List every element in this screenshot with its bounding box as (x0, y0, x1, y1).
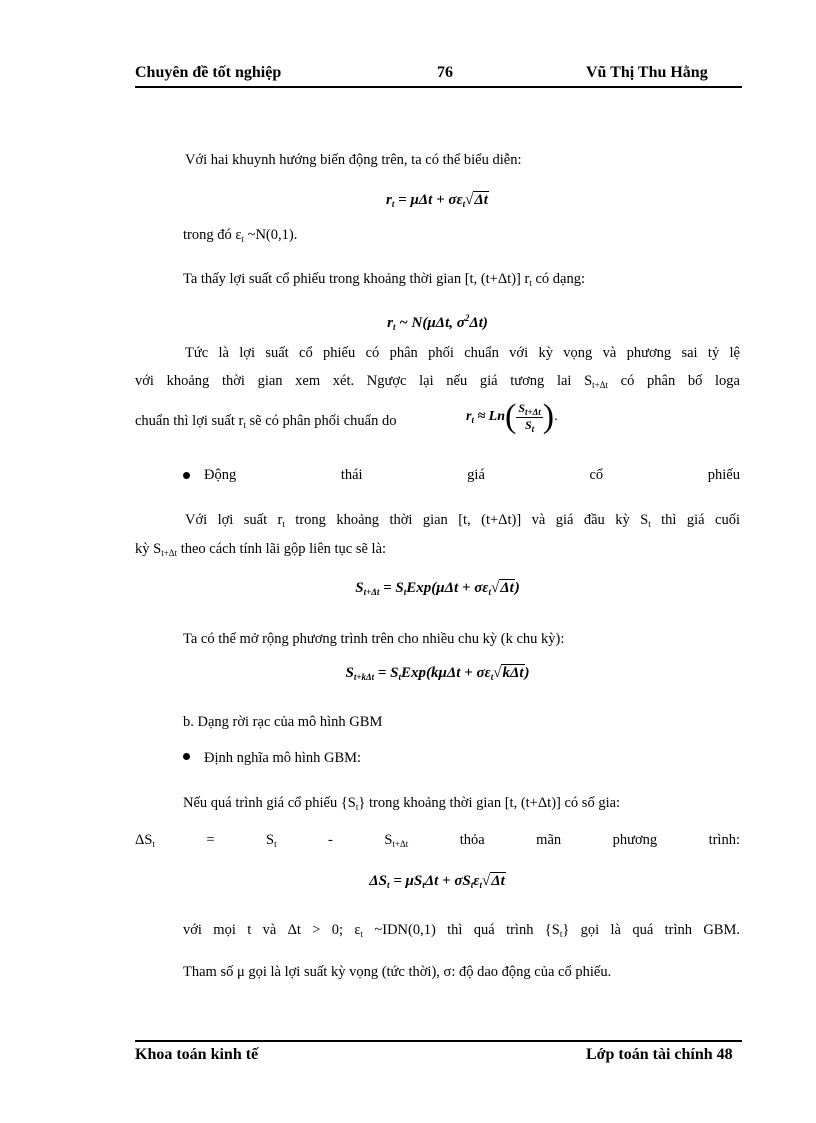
header-left: Chuyên đề tốt nghiệp (135, 64, 282, 81)
paragraph-5b: kỳ $S_{t+\Delta t}$ theo cách tính lãi gộp liên tục sẽ là: (135, 541, 387, 558)
paragraph-4b: với khoảng thời gian xem xét. Ngược lại nếu giá tương lai $S_{t+\Delta t}$ có phân bố loga (135, 373, 740, 390)
bullet-dynamics: Động thái giá cổ phiếu (183, 467, 740, 484)
log-ratio-equation: $r_t \approx Ln$( $\frac{S_{t+\Delta t}}{S_t}$ ). (466, 398, 558, 435)
paragraph-2: trong đó $\varepsilon_t$ ~N(0,1). (183, 227, 298, 244)
section-heading-gbm: b. Dạng rời rạc của mô hình GBM (183, 714, 383, 730)
paragraph-5a: Với lợi suất $r_t$ trong khoảng thời gian [t, (t+Δt)] và giá đầu kỳ $S_t$ thì giá cuối (185, 512, 740, 529)
footer-left: Khoa toán kinh tế (135, 1046, 259, 1063)
equation-3: $S_{t+\Delta t} = S_tExp(\mu\Delta t + \sigma\varepsilon_t√\Delta t)$ (355, 580, 520, 597)
paragraph-10: với mọi t và Δt > 0; $\varepsilon_t$ ~IDN(0,1) thì quá trình $\{S_t\}$ gọi là quá trình GBM. (183, 922, 740, 939)
equation-2: $r_t$ ~ N(μΔt, $\sigma^2\Delta t$) (387, 313, 488, 332)
paragraph-8: Nếu quá trình giá cổ phiếu $\{S_t\}$ trong khoảng thời gian [t, (t+Δt)] có số gia: (183, 795, 621, 812)
paragraph-4c: chuẩn thì lợi suất $r_t$ sẽ có phân phối chuẩn do (135, 413, 397, 430)
equation-5: $\Delta S_t = \mu S_t\Delta t + \sigma S_t\varepsilon_t√\Delta t$ (369, 873, 505, 890)
paragraph-11: Tham số μ gọi là lợi suất kỳ vọng (tức thời), σ: độ dao động của cổ phiếu. (183, 964, 612, 980)
paragraph-4a: Tức là lợi suất cổ phiếu có phân phối chuẩn với kỳ vọng và phương sai tỷ lệ (185, 345, 740, 361)
footer-rule (135, 1040, 742, 1042)
bullet-dot (183, 753, 190, 760)
bullet-definition: Định nghĩa mô hình GBM: (183, 750, 361, 767)
header-rule (135, 86, 742, 88)
paragraph-6: Ta có thể mở rộng phương trình trên cho nhiều chu kỳ (k chu kỳ): (183, 631, 565, 647)
equation-1: $r_t = \mu\Delta t + \sigma\varepsilon_t√\Delta t$ (386, 192, 488, 209)
paragraph-9: $\Delta S_t$ = $S_t$ - $S_{t+\Delta t}$ thỏa mãn phương trình: (135, 832, 740, 849)
equation-4: $S_{t+k\Delta t} = S_tExp(k\mu\Delta t + \sigma\varepsilon_t√k\Delta t)$ (345, 665, 530, 682)
footer-right: Lớp toán tài chính 48 (586, 1046, 733, 1063)
header-right: Vũ Thị Thu Hằng (586, 64, 708, 81)
paragraph-1: Với hai khuynh hướng biến động trên, ta có thể biểu diễn: (185, 152, 522, 168)
page-number: 76 (437, 64, 453, 81)
bullet-dot (183, 472, 190, 479)
paragraph-3: Ta thấy lợi suất cổ phiếu trong khoảng thời gian [t, (t+Δt)] $r_t$ có dạng: (183, 271, 585, 288)
